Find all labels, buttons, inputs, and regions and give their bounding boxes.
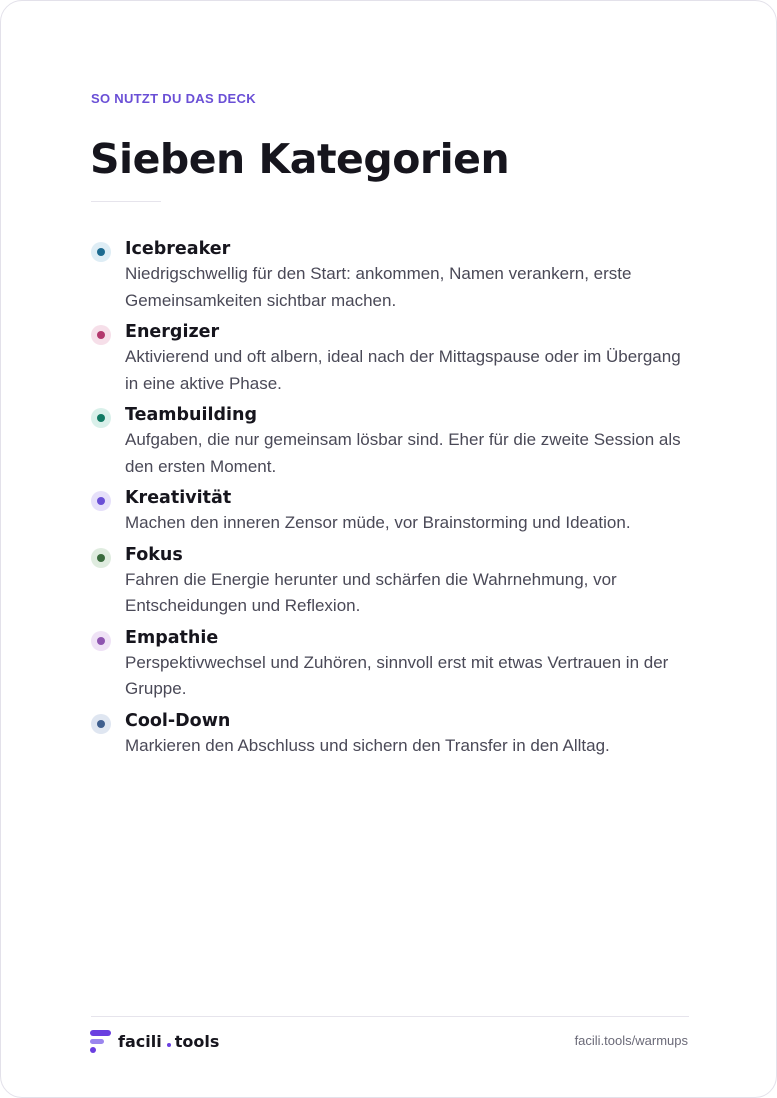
brand-logo [90, 1030, 219, 1054]
category-item-icebreaker [91, 237, 691, 314]
logo-wordmark [118, 1030, 219, 1054]
bullet-dot-icon [91, 491, 111, 511]
logo-text-right: tools [174, 1032, 220, 1051]
category-item-empathie [91, 626, 691, 703]
category-description: Fahren die Energie herunter und schärfen die Wahrnehmung, vor Entscheidungen und Reflexion. [125, 569, 617, 615]
bullet-dot-icon [91, 325, 111, 345]
footer-url-link[interactable]: facili.tools/warmups [574, 1033, 688, 1048]
category-item-energizer [91, 320, 691, 397]
category-title: Icebreaker [125, 239, 231, 259]
logo-dot-icon [167, 1043, 171, 1047]
category-description: Aktivierend und oft albern, ideal nach der Mittagspause oder im Übergang in eine aktive Phase. [125, 347, 681, 393]
bullet-dot-icon [91, 408, 111, 428]
category-list [91, 237, 691, 765]
category-item-kreativitaet [91, 486, 691, 537]
category-title: Empathie [125, 627, 219, 648]
category-title: Cool-Down [125, 710, 231, 731]
footer-divider [91, 1016, 689, 1017]
category-description: Niedrigschwellig für den Start: ankommen, Namen verankern, erste Gemeinsamkeiten sichtbar machen. [125, 264, 632, 310]
page-title: Sieben Kategorien [90, 135, 510, 183]
bullet-dot-icon [91, 548, 111, 568]
category-title: Kreativität [125, 488, 232, 508]
section-eyebrow: SO NUTZT DU DAS DECK [91, 91, 256, 106]
category-description: Machen den inneren Zensor müde, vor Brainstorming und Ideation. [125, 513, 631, 532]
bullet-dot-icon [91, 631, 111, 651]
category-title: Teambuilding [125, 405, 258, 425]
category-description: Aufgaben, die nur gemeinsam lösbar sind. Eher für die zweite Session als den ersten Moment. [125, 430, 681, 476]
bullet-dot-icon [91, 714, 111, 734]
category-item-fokus [91, 543, 691, 620]
category-item-teambuilding [91, 403, 691, 480]
logo-mark-icon [90, 1030, 112, 1054]
category-description: Perspektivwechsel und Zuhören, sinnvoll erst mit etwas Vertrauen in der Gruppe. [125, 652, 669, 698]
bullet-dot-icon [91, 242, 111, 262]
title-divider [91, 201, 161, 202]
logo-text-left: facili [118, 1032, 162, 1051]
category-description: Markieren den Abschluss und sichern den Transfer in den Alltag. [125, 735, 610, 755]
category-title: Energizer [125, 322, 220, 342]
category-item-cool-down [91, 709, 691, 760]
category-title: Fokus [125, 544, 183, 565]
